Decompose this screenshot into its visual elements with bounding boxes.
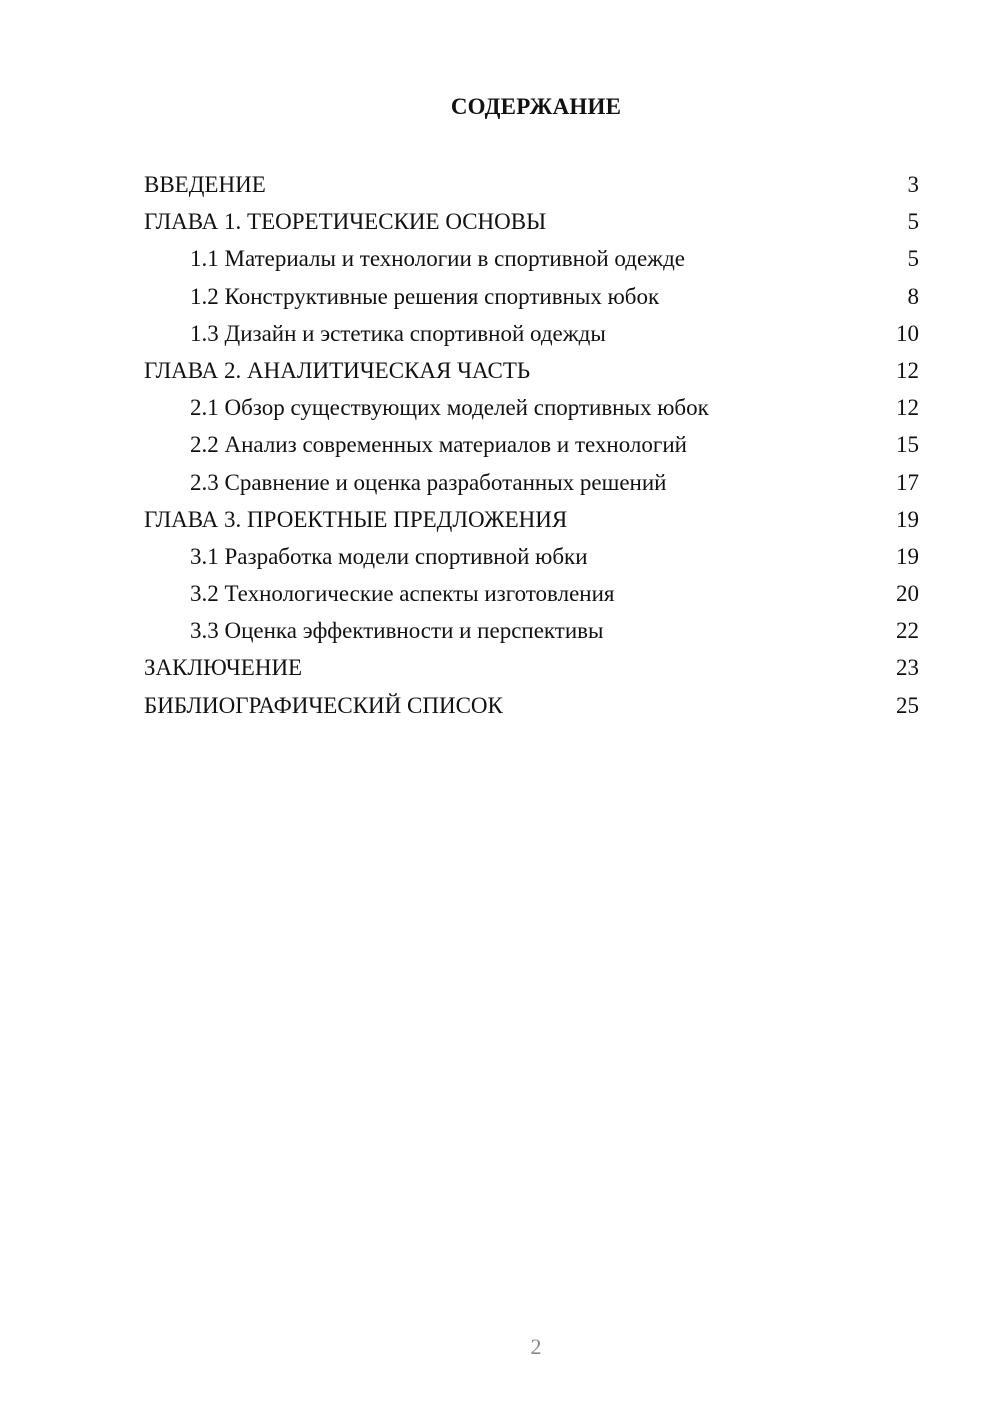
toc-entry-text: 1.3 Дизайн и эстетика спортивной одежды xyxy=(190,320,606,346)
toc-entry-page: 5 xyxy=(907,246,919,272)
toc-entry-page: 17 xyxy=(896,469,919,495)
toc-entry-section-2-3[interactable] xyxy=(144,464,919,501)
table-of-contents xyxy=(144,166,919,724)
toc-entry-text: ГЛАВА 3. ПРОЕКТНЫЕ ПРЕДЛОЖЕНИЯ xyxy=(144,506,568,532)
toc-entry-section-3-3[interactable] xyxy=(144,612,919,649)
toc-entry-section-1-3[interactable] xyxy=(144,315,919,352)
toc-entry-page: 10 xyxy=(896,320,919,346)
toc-entry-page: 25 xyxy=(896,692,919,718)
toc-entry-section-1-2[interactable] xyxy=(144,278,919,315)
toc-entry-text: БИБЛИОГРАФИЧЕСКИЙ СПИСОК xyxy=(144,692,503,718)
toc-entry-page: 22 xyxy=(896,618,919,644)
toc-entry-page: 3 xyxy=(907,172,919,197)
page-number: 2 xyxy=(530,1334,542,1359)
toc-entry-page: 12 xyxy=(896,395,919,421)
toc-entry-text: 2.2 Анализ современных материалов и технологий xyxy=(190,432,687,458)
toc-entry-section-3-1[interactable] xyxy=(144,538,919,575)
toc-entry-conclusion[interactable] xyxy=(144,649,919,686)
toc-entry-chapter-2[interactable] xyxy=(144,352,919,389)
toc-entry-text: ГЛАВА 2. АНАЛИТИЧЕСКАЯ ЧАСТЬ xyxy=(144,357,531,383)
toc-entry-text: ЗАКЛЮЧЕНИЕ xyxy=(144,655,303,681)
toc-entry-text: 3.3 Оценка эффективности и перспективы xyxy=(190,618,604,644)
toc-entry-page: 19 xyxy=(896,506,919,532)
toc-entry-page: 8 xyxy=(907,283,919,309)
toc-entry-section-1-1[interactable] xyxy=(144,240,919,277)
toc-entry-text: 2.3 Сравнение и оценка разработанных решений xyxy=(190,469,667,495)
toc-entry-text: 1.1 Материалы и технологии в спортивной одежде xyxy=(190,246,685,272)
toc-entry-text: ВВЕДЕНИЕ xyxy=(144,172,266,197)
toc-entry-introduction[interactable] xyxy=(144,166,919,203)
toc-entry-page: 15 xyxy=(896,432,919,458)
toc-entry-bibliography[interactable] xyxy=(144,687,919,724)
toc-entry-page: 19 xyxy=(896,543,919,569)
toc-entry-chapter-3[interactable] xyxy=(144,501,919,538)
toc-entry-text: 2.1 Обзор существующих моделей спортивных юбок xyxy=(190,395,709,421)
toc-entry-page: 20 xyxy=(896,581,919,607)
toc-entry-page: 5 xyxy=(907,209,919,235)
toc-entry-text: 3.2 Технологические аспекты изготовления xyxy=(190,581,615,607)
toc-entry-section-3-2[interactable] xyxy=(144,575,919,612)
toc-entry-page: 23 xyxy=(896,655,919,681)
toc-entry-chapter-1[interactable] xyxy=(144,203,919,240)
toc-entry-section-2-1[interactable] xyxy=(144,389,919,426)
toc-entry-text: 3.1 Разработка модели спортивной юбки xyxy=(190,543,588,569)
toc-entry-text: 1.2 Конструктивные решения спортивных юбок xyxy=(190,283,660,309)
toc-title: СОДЕРЖАНИЕ xyxy=(450,94,622,119)
toc-entry-section-2-2[interactable] xyxy=(144,426,919,463)
toc-entry-page: 12 xyxy=(896,357,919,383)
toc-entry-text: ГЛАВА 1. ТЕОРЕТИЧЕСКИЕ ОСНОВЫ xyxy=(144,209,547,235)
